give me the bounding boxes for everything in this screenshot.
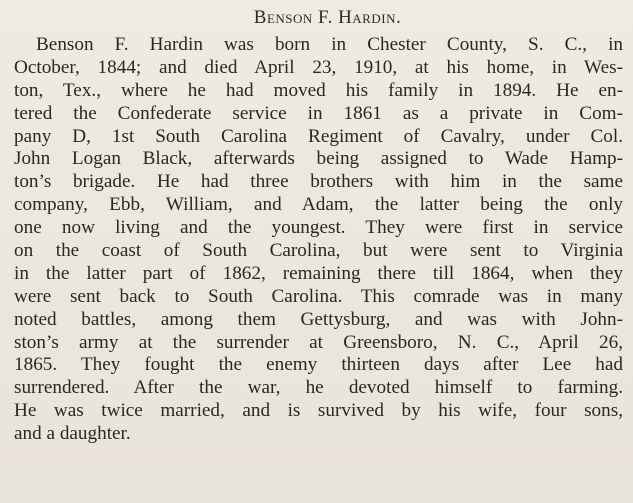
text-line: surrendered. After the war, he devoted himself to farming.: [14, 377, 623, 399]
text-line: He was twice married, and is survived by his wife, four sons,: [14, 400, 623, 422]
text-line: one now living and the youngest. They were first in service: [14, 217, 623, 239]
text-line: in the latter part of 1862, remaining there till 1864, when they: [14, 262, 623, 284]
text-line: company, Ebb, William, and Adam, the latter being the only: [14, 194, 623, 216]
text-line: ton, Tex., where he had moved his family in 1894. He en-: [14, 79, 623, 101]
text-line: October, 1844; and died April 23, 1910, at his home, in Wes-: [14, 56, 623, 78]
obituary-title: Benson F. Hardin.: [253, 7, 402, 28]
text-line: and a daughter.: [14, 423, 131, 445]
text-line: were sent back to South Carolina. This comrade was in many: [14, 285, 623, 307]
text-line: noted battles, among them Gettysburg, and was with John-: [14, 308, 623, 330]
text-line: pany D, 1st South Carolina Regiment of Cavalry, under Col.: [14, 125, 623, 147]
text-line: tered the Confederate service in 1861 as a private in Com-: [14, 102, 623, 124]
obituary-body: [14, 34, 623, 446]
text-line: 1865. They fought the enemy thirteen days after Lee had: [14, 354, 623, 376]
text-line: on the coast of South Carolina, but were sent to Virginia: [14, 240, 623, 262]
text-line: ston’s army at the surrender at Greensboro, N. C., April 26,: [14, 331, 623, 353]
text-line: ton’s brigade. He had three brothers with him in the same: [14, 171, 623, 193]
text-line: John Logan Black, afterwards being assigned to Wade Hamp-: [14, 148, 623, 170]
text-line: Benson F. Hardin was born in Chester County, S. C., in: [36, 34, 623, 55]
